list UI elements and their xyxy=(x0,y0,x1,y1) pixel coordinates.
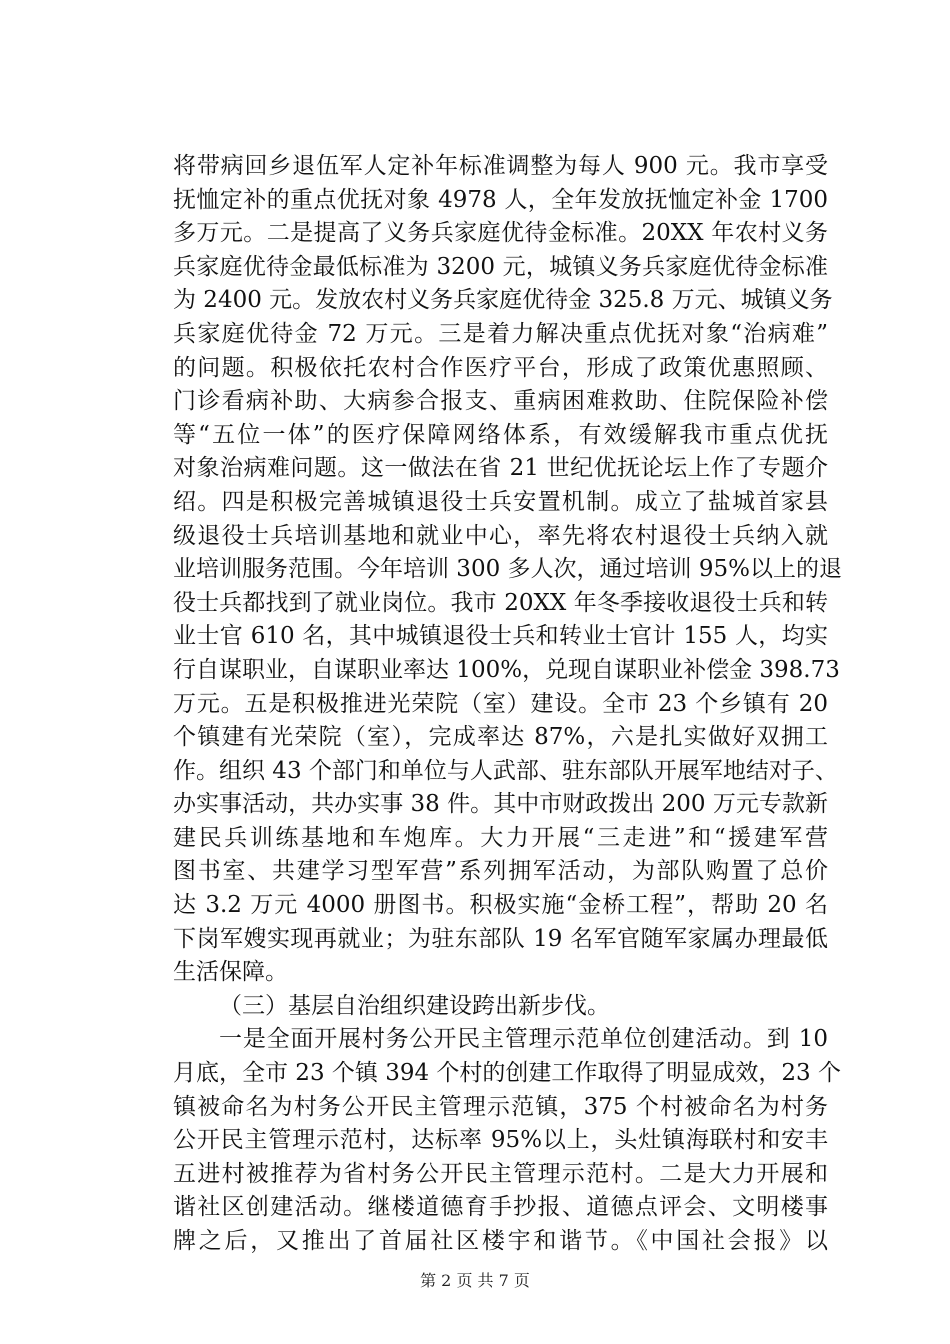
section-heading: （三）基层自治组织建设跨出新步伐。 xyxy=(219,992,610,1019)
text-line: 门诊看病补助、大病参合报支、重病困难救助、住院保险补偿 xyxy=(173,388,828,415)
text-line: 抚恤定补的重点优抚对象 4978 人，全年发放抚恤定补金 1700 xyxy=(173,186,828,213)
text-line: 绍。四是积极完善城镇退役士兵安置机制。成立了盐城首家县 xyxy=(173,488,828,515)
text-line: 对象治病难问题。这一做法在省 21 世纪优抚论坛上作了专题介 xyxy=(173,455,828,482)
text-line: 作。组织 43 个部门和单位与人武部、驻东部队开展军地结对子、 xyxy=(173,757,838,784)
text-line: 公开民主管理示范村，达标率 95%以上，头灶镇海联村和安丰 xyxy=(173,1127,828,1154)
text-line: 等“五位一体”的医疗保障网络体系，有效缓解我市重点优抚 xyxy=(173,421,828,448)
text-line: 役士兵都找到了就业岗位。我市 20XX 年冬季接收退役士兵和转 xyxy=(173,589,828,616)
page-number-footer: 第 2 页 共 7 页 xyxy=(420,1271,530,1290)
text-line: 多万元。二是提高了义务兵家庭优待金标准。20XX 年农村义务 xyxy=(173,220,828,247)
text-line: 为 2400 元。发放农村义务兵家庭优待金 325.8 万元、城镇义务 xyxy=(173,287,833,314)
text-line: 达 3.2 万元 4000 册图书。积极实施“金桥工程”，帮助 20 名 xyxy=(173,892,828,919)
text-line: 下岗军嫂实现再就业；为驻东部队 19 名军官随军家属办理最低 xyxy=(173,925,828,952)
text-line: 行自谋职业，自谋职业率达 100%，兑现自谋职业补偿金 398.73 xyxy=(173,656,840,683)
text-line: 生活保障。 xyxy=(173,959,288,986)
text-line: 牌之后，又推出了首届社区楼宇和谐节。《中国社会报》以 xyxy=(173,1228,828,1254)
text-line: 万元。五是积极推进光荣院（室）建设。全市 23 个乡镇有 20 xyxy=(173,690,828,717)
text-line: 镇被命名为村务公开民主管理示范镇，375 个村被命名为村务 xyxy=(173,1093,828,1120)
text-line: 图书室、共建学习型军营”系列拥军活动，为部队购置了总价 xyxy=(173,858,828,885)
text-line: 五进村被推荐为省村务公开民主管理示范村。二是大力开展和 xyxy=(173,1160,828,1187)
text-line: 业士官 610 名，其中城镇退役士兵和转业士官计 155 人，均实 xyxy=(173,623,828,650)
text-line: 办实事活动，共办实事 38 件。其中市财政拨出 200 万元专款新 xyxy=(173,791,828,818)
text-line: 兵家庭优待金最低标准为 3200 元，城镇义务兵家庭优待金标准 xyxy=(173,253,828,280)
text-line: 的问题。积极依托农村合作医疗平台，形成了政策优惠照顾、 xyxy=(173,354,828,381)
text-line: 级退役士兵培训基地和就业中心，率先将农村退役士兵纳入就 xyxy=(173,522,828,549)
text-line: 建民兵训练基地和车炮库。大力开展“三走进”和“援建军营 xyxy=(173,824,828,851)
text-line: 一是全面开展村务公开民主管理示范单位创建活动。到 10 xyxy=(219,1026,828,1053)
text-line: 将带病回乡退伍军人定补年标准调整为每人 900 元。我市享受 xyxy=(173,153,828,179)
text-line: 月底，全市 23 个镇 394 个村的创建工作取得了明显成效，23 个 xyxy=(173,1060,841,1087)
body-text xyxy=(173,150,842,1259)
text-line: 个镇建有光荣院（室），完成率达 87%，六是扎实做好双拥工 xyxy=(173,724,828,751)
text-line: 业培训服务范围。今年培训 300 多人次，通过培训 95%以上的退 xyxy=(173,556,842,583)
text-line: 谐社区创建活动。继楼道德育手抄报、道德点评会、文明楼事 xyxy=(173,1194,828,1221)
text-line: 兵家庭优待金 72 万元。三是着力解决重点优抚对象“治病难” xyxy=(173,320,828,347)
